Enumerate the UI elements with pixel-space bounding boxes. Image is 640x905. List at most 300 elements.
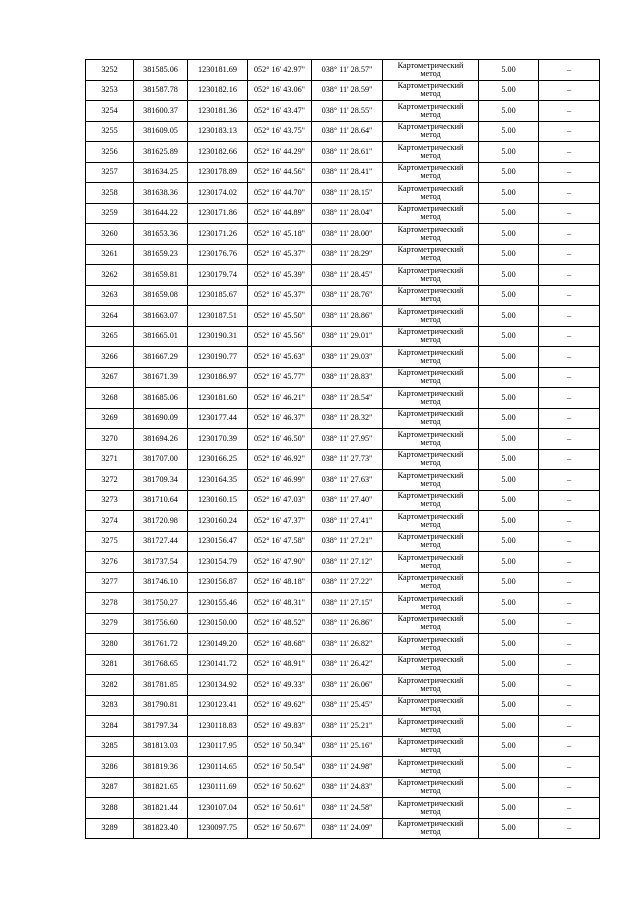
longitude: 038° 11' 28.76" xyxy=(312,285,383,306)
longitude: 038° 11' 28.32" xyxy=(312,408,383,429)
point-number: 3260 xyxy=(86,224,134,245)
coord-x: 381720.98 xyxy=(134,511,188,532)
method-line-1: Картометрический xyxy=(397,532,464,542)
method xyxy=(383,736,479,757)
longitude: 038° 11' 27.40" xyxy=(312,490,383,511)
latitude: 052° 16' 45.18" xyxy=(248,224,312,245)
accuracy: 5.00 xyxy=(479,244,539,265)
method xyxy=(383,60,479,81)
coord-x: 381585.06 xyxy=(134,60,188,81)
method-line-2: метод xyxy=(420,109,441,119)
note: – xyxy=(539,695,600,716)
method xyxy=(383,695,479,716)
coordinates-table xyxy=(85,59,600,839)
coord-y: 1230111.69 xyxy=(188,777,248,798)
method-line-1: Картометрический xyxy=(397,675,464,685)
table-row xyxy=(86,613,600,634)
latitude: 052° 16' 48.68" xyxy=(248,634,312,655)
method-line-2: метод xyxy=(420,642,441,652)
accuracy: 5.00 xyxy=(479,101,539,122)
coord-x: 381659.08 xyxy=(134,285,188,306)
longitude: 038° 11' 27.63" xyxy=(312,470,383,491)
accuracy: 5.00 xyxy=(479,449,539,470)
method-line-1: Картометрический xyxy=(397,245,464,255)
point-number: 3282 xyxy=(86,675,134,696)
table-row xyxy=(86,326,600,347)
longitude: 038° 11' 24.58" xyxy=(312,798,383,819)
method xyxy=(383,654,479,675)
coord-x: 381823.40 xyxy=(134,818,188,839)
coord-y: 1230174.02 xyxy=(188,183,248,204)
method-line-2: метод xyxy=(420,355,441,365)
coord-x: 381659.81 xyxy=(134,265,188,286)
coord-y: 1230149.20 xyxy=(188,634,248,655)
latitude: 052° 16' 44.29" xyxy=(248,142,312,163)
method-line-1: Картометрический xyxy=(397,122,464,132)
method-line-2: метод xyxy=(420,232,441,242)
table-row xyxy=(86,777,600,798)
coord-y: 1230170.39 xyxy=(188,429,248,450)
method xyxy=(383,203,479,224)
coord-y: 1230160.15 xyxy=(188,490,248,511)
latitude: 052° 16' 42.97" xyxy=(248,60,312,81)
accuracy: 5.00 xyxy=(479,121,539,142)
method xyxy=(383,162,479,183)
coord-y: 1230181.69 xyxy=(188,60,248,81)
method-line-2: метод xyxy=(420,704,441,714)
accuracy: 5.00 xyxy=(479,593,539,614)
longitude: 038° 11' 25.45" xyxy=(312,695,383,716)
point-number: 3273 xyxy=(86,490,134,511)
latitude: 052° 16' 49.83" xyxy=(248,716,312,737)
note: – xyxy=(539,285,600,306)
method xyxy=(383,777,479,798)
note: – xyxy=(539,162,600,183)
method-line-2: метод xyxy=(420,294,441,304)
latitude: 052° 16' 46.21" xyxy=(248,388,312,409)
coord-x: 381609.05 xyxy=(134,121,188,142)
latitude: 052° 16' 50.34" xyxy=(248,736,312,757)
method-line-1: Картометрический xyxy=(397,286,464,296)
longitude: 038° 11' 29.01" xyxy=(312,326,383,347)
method xyxy=(383,388,479,409)
method-line-1: Картометрический xyxy=(397,737,464,747)
point-number: 3265 xyxy=(86,326,134,347)
coord-y: 1230182.66 xyxy=(188,142,248,163)
longitude: 038° 11' 28.45" xyxy=(312,265,383,286)
method-line-1: Картометрический xyxy=(397,819,464,829)
longitude: 038° 11' 28.15" xyxy=(312,183,383,204)
table-row xyxy=(86,716,600,737)
method-line-2: метод xyxy=(420,601,441,611)
accuracy: 5.00 xyxy=(479,326,539,347)
accuracy: 5.00 xyxy=(479,142,539,163)
longitude: 038° 11' 28.41" xyxy=(312,162,383,183)
method xyxy=(383,142,479,163)
accuracy: 5.00 xyxy=(479,716,539,737)
method xyxy=(383,757,479,778)
method xyxy=(383,449,479,470)
coord-y: 1230117.95 xyxy=(188,736,248,757)
longitude: 038° 11' 28.59" xyxy=(312,80,383,101)
coord-x: 381750.27 xyxy=(134,593,188,614)
table-row xyxy=(86,429,600,450)
point-number: 3288 xyxy=(86,798,134,819)
point-number: 3285 xyxy=(86,736,134,757)
latitude: 052° 16' 45.39" xyxy=(248,265,312,286)
method xyxy=(383,306,479,327)
latitude: 052° 16' 44.89" xyxy=(248,203,312,224)
latitude: 052° 16' 47.90" xyxy=(248,552,312,573)
accuracy: 5.00 xyxy=(479,798,539,819)
longitude: 038° 11' 28.54" xyxy=(312,388,383,409)
note: – xyxy=(539,265,600,286)
table-row xyxy=(86,818,600,839)
method xyxy=(383,470,479,491)
note: – xyxy=(539,80,600,101)
table-row xyxy=(86,634,600,655)
point-number: 3284 xyxy=(86,716,134,737)
method-line-2: метод xyxy=(420,827,441,837)
coord-x: 381625.89 xyxy=(134,142,188,163)
table-row xyxy=(86,101,600,122)
latitude: 052° 16' 50.61" xyxy=(248,798,312,819)
table-row xyxy=(86,347,600,368)
method-line-1: Картометрический xyxy=(397,614,464,624)
method-line-2: метод xyxy=(420,212,441,222)
table-row xyxy=(86,183,600,204)
method xyxy=(383,572,479,593)
latitude: 052° 16' 50.62" xyxy=(248,777,312,798)
note: – xyxy=(539,347,600,368)
coord-x: 381821.65 xyxy=(134,777,188,798)
point-number: 3262 xyxy=(86,265,134,286)
method-line-1: Картометрический xyxy=(397,204,464,214)
accuracy: 5.00 xyxy=(479,183,539,204)
note: – xyxy=(539,306,600,327)
latitude: 052° 16' 50.67" xyxy=(248,818,312,839)
method xyxy=(383,511,479,532)
method xyxy=(383,593,479,614)
method-line-2: метод xyxy=(420,560,441,570)
method-line-1: Картометрический xyxy=(397,491,464,501)
method xyxy=(383,367,479,388)
method xyxy=(383,224,479,245)
coord-x: 381761.72 xyxy=(134,634,188,655)
method xyxy=(383,408,479,429)
accuracy: 5.00 xyxy=(479,552,539,573)
note: – xyxy=(539,490,600,511)
longitude: 038° 11' 28.00" xyxy=(312,224,383,245)
method-line-2: метод xyxy=(420,663,441,673)
coord-y: 1230181.36 xyxy=(188,101,248,122)
accuracy: 5.00 xyxy=(479,531,539,552)
method xyxy=(383,798,479,819)
point-number: 3283 xyxy=(86,695,134,716)
point-number: 3267 xyxy=(86,367,134,388)
coord-y: 1230154.79 xyxy=(188,552,248,573)
method-line-2: метод xyxy=(420,417,441,427)
coord-y: 1230179.74 xyxy=(188,265,248,286)
method xyxy=(383,80,479,101)
method-line-1: Картометрический xyxy=(397,757,464,767)
method xyxy=(383,285,479,306)
longitude: 038° 11' 24.09" xyxy=(312,818,383,839)
latitude: 052° 16' 45.37" xyxy=(248,244,312,265)
latitude: 052° 16' 47.58" xyxy=(248,531,312,552)
note: – xyxy=(539,634,600,655)
longitude: 038° 11' 28.55" xyxy=(312,101,383,122)
coord-y: 1230141.72 xyxy=(188,654,248,675)
method-line-2: метод xyxy=(420,68,441,78)
table-row xyxy=(86,531,600,552)
table-row xyxy=(86,265,600,286)
coord-x: 381663.07 xyxy=(134,306,188,327)
method-line-1: Картометрический xyxy=(397,183,464,193)
table-row xyxy=(86,388,600,409)
table-row xyxy=(86,449,600,470)
note: – xyxy=(539,654,600,675)
accuracy: 5.00 xyxy=(479,429,539,450)
method-line-1: Картометрический xyxy=(397,634,464,644)
longitude: 038° 11' 26.82" xyxy=(312,634,383,655)
method-line-1: Картометрический xyxy=(397,265,464,275)
point-number: 3256 xyxy=(86,142,134,163)
note: – xyxy=(539,121,600,142)
longitude: 038° 11' 28.61" xyxy=(312,142,383,163)
accuracy: 5.00 xyxy=(479,736,539,757)
latitude: 052° 16' 47.37" xyxy=(248,511,312,532)
latitude: 052° 16' 45.56" xyxy=(248,326,312,347)
longitude: 038° 11' 28.57" xyxy=(312,60,383,81)
latitude: 052° 16' 43.75" xyxy=(248,121,312,142)
point-number: 3277 xyxy=(86,572,134,593)
latitude: 052° 16' 44.70" xyxy=(248,183,312,204)
longitude: 038° 11' 26.42" xyxy=(312,654,383,675)
coord-y: 1230134.92 xyxy=(188,675,248,696)
accuracy: 5.00 xyxy=(479,695,539,716)
coord-x: 381707.00 xyxy=(134,449,188,470)
method-line-2: метод xyxy=(420,683,441,693)
point-number: 3254 xyxy=(86,101,134,122)
method-line-2: метод xyxy=(420,335,441,345)
table-row xyxy=(86,736,600,757)
method xyxy=(383,265,479,286)
method-line-1: Картометрический xyxy=(397,60,464,70)
point-number: 3268 xyxy=(86,388,134,409)
method-line-2: метод xyxy=(420,581,441,591)
longitude: 038° 11' 27.95" xyxy=(312,429,383,450)
accuracy: 5.00 xyxy=(479,408,539,429)
note: – xyxy=(539,798,600,819)
method xyxy=(383,183,479,204)
coord-x: 381821.44 xyxy=(134,798,188,819)
method-line-1: Картометрический xyxy=(397,81,464,91)
coord-x: 381727.44 xyxy=(134,531,188,552)
method-line-2: метод xyxy=(420,745,441,755)
accuracy: 5.00 xyxy=(479,285,539,306)
method-line-1: Картометрический xyxy=(397,347,464,357)
longitude: 038° 11' 28.64" xyxy=(312,121,383,142)
table-row xyxy=(86,511,600,532)
coord-x: 381709.34 xyxy=(134,470,188,491)
note: – xyxy=(539,326,600,347)
method-line-2: метод xyxy=(420,540,441,550)
accuracy: 5.00 xyxy=(479,203,539,224)
point-number: 3252 xyxy=(86,60,134,81)
coord-y: 1230186.97 xyxy=(188,367,248,388)
point-number: 3272 xyxy=(86,470,134,491)
coord-x: 381638.36 xyxy=(134,183,188,204)
latitude: 052° 16' 43.47" xyxy=(248,101,312,122)
table-row xyxy=(86,367,600,388)
longitude: 038° 11' 27.41" xyxy=(312,511,383,532)
point-number: 3264 xyxy=(86,306,134,327)
accuracy: 5.00 xyxy=(479,511,539,532)
point-number: 3271 xyxy=(86,449,134,470)
note: – xyxy=(539,572,600,593)
coord-x: 381667.29 xyxy=(134,347,188,368)
table-row xyxy=(86,80,600,101)
coord-x: 381694.26 xyxy=(134,429,188,450)
method xyxy=(383,531,479,552)
accuracy: 5.00 xyxy=(479,347,539,368)
method-line-2: метод xyxy=(420,150,441,160)
method xyxy=(383,490,479,511)
note: – xyxy=(539,367,600,388)
method-line-2: метод xyxy=(420,458,441,468)
table-row xyxy=(86,757,600,778)
longitude: 038° 11' 25.21" xyxy=(312,716,383,737)
method-line-1: Картометрический xyxy=(397,327,464,337)
coord-x: 381790.81 xyxy=(134,695,188,716)
note: – xyxy=(539,736,600,757)
latitude: 052° 16' 44.56" xyxy=(248,162,312,183)
note: – xyxy=(539,757,600,778)
method-line-1: Картометрический xyxy=(397,511,464,521)
method-line-1: Картометрический xyxy=(397,470,464,480)
note: – xyxy=(539,716,600,737)
table-row xyxy=(86,121,600,142)
method xyxy=(383,101,479,122)
accuracy: 5.00 xyxy=(479,777,539,798)
method-line-2: метод xyxy=(420,253,441,263)
point-number: 3274 xyxy=(86,511,134,532)
accuracy: 5.00 xyxy=(479,224,539,245)
table-row xyxy=(86,60,600,81)
note: – xyxy=(539,224,600,245)
table-row xyxy=(86,408,600,429)
point-number: 3259 xyxy=(86,203,134,224)
table-row xyxy=(86,552,600,573)
coord-y: 1230097.75 xyxy=(188,818,248,839)
longitude: 038° 11' 27.15" xyxy=(312,593,383,614)
method-line-1: Картометрический xyxy=(397,450,464,460)
note: – xyxy=(539,429,600,450)
table-row xyxy=(86,654,600,675)
method-line-1: Картометрический xyxy=(397,429,464,439)
coord-y: 1230164.35 xyxy=(188,470,248,491)
coord-y: 1230107.04 xyxy=(188,798,248,819)
latitude: 052° 16' 46.92" xyxy=(248,449,312,470)
longitude: 038° 11' 29.03" xyxy=(312,347,383,368)
note: – xyxy=(539,408,600,429)
point-number: 3255 xyxy=(86,121,134,142)
method xyxy=(383,121,479,142)
longitude: 038° 11' 27.12" xyxy=(312,552,383,573)
point-number: 3276 xyxy=(86,552,134,573)
method-line-1: Картометрический xyxy=(397,142,464,152)
coord-y: 1230118.83 xyxy=(188,716,248,737)
longitude: 038° 11' 28.83" xyxy=(312,367,383,388)
coord-y: 1230166.25 xyxy=(188,449,248,470)
method xyxy=(383,675,479,696)
coord-y: 1230150.00 xyxy=(188,613,248,634)
note: – xyxy=(539,142,600,163)
point-number: 3281 xyxy=(86,654,134,675)
note: – xyxy=(539,675,600,696)
longitude: 038° 11' 24.83" xyxy=(312,777,383,798)
table-row xyxy=(86,162,600,183)
table-row xyxy=(86,490,600,511)
table-row xyxy=(86,593,600,614)
point-number: 3263 xyxy=(86,285,134,306)
longitude: 038° 11' 26.86" xyxy=(312,613,383,634)
point-number: 3280 xyxy=(86,634,134,655)
coord-x: 381600.37 xyxy=(134,101,188,122)
latitude: 052° 16' 49.62" xyxy=(248,695,312,716)
note: – xyxy=(539,818,600,839)
method-line-2: метод xyxy=(420,499,441,509)
latitude: 052° 16' 48.18" xyxy=(248,572,312,593)
coord-y: 1230155.46 xyxy=(188,593,248,614)
point-number: 3278 xyxy=(86,593,134,614)
accuracy: 5.00 xyxy=(479,757,539,778)
point-number: 3269 xyxy=(86,408,134,429)
longitude: 038° 11' 25.16" xyxy=(312,736,383,757)
coord-y: 1230171.86 xyxy=(188,203,248,224)
method xyxy=(383,818,479,839)
table-row xyxy=(86,224,600,245)
table-body xyxy=(86,60,600,839)
table-row xyxy=(86,203,600,224)
longitude: 038° 11' 27.73" xyxy=(312,449,383,470)
method-line-1: Картометрический xyxy=(397,101,464,111)
accuracy: 5.00 xyxy=(479,265,539,286)
latitude: 052° 16' 46.50" xyxy=(248,429,312,450)
accuracy: 5.00 xyxy=(479,613,539,634)
coord-x: 381587.78 xyxy=(134,80,188,101)
accuracy: 5.00 xyxy=(479,162,539,183)
coord-y: 1230190.31 xyxy=(188,326,248,347)
point-number: 3287 xyxy=(86,777,134,798)
method-line-2: метод xyxy=(420,519,441,529)
coord-x: 381813.03 xyxy=(134,736,188,757)
point-number: 3279 xyxy=(86,613,134,634)
point-number: 3289 xyxy=(86,818,134,839)
method-line-1: Картометрический xyxy=(397,593,464,603)
longitude: 038° 11' 28.86" xyxy=(312,306,383,327)
method-line-2: метод xyxy=(420,130,441,140)
coord-x: 381634.25 xyxy=(134,162,188,183)
method-line-2: метод xyxy=(420,89,441,99)
method-line-2: метод xyxy=(420,273,441,283)
point-number: 3257 xyxy=(86,162,134,183)
point-number: 3258 xyxy=(86,183,134,204)
coord-x: 381710.64 xyxy=(134,490,188,511)
method-line-1: Картометрический xyxy=(397,696,464,706)
method xyxy=(383,326,479,347)
